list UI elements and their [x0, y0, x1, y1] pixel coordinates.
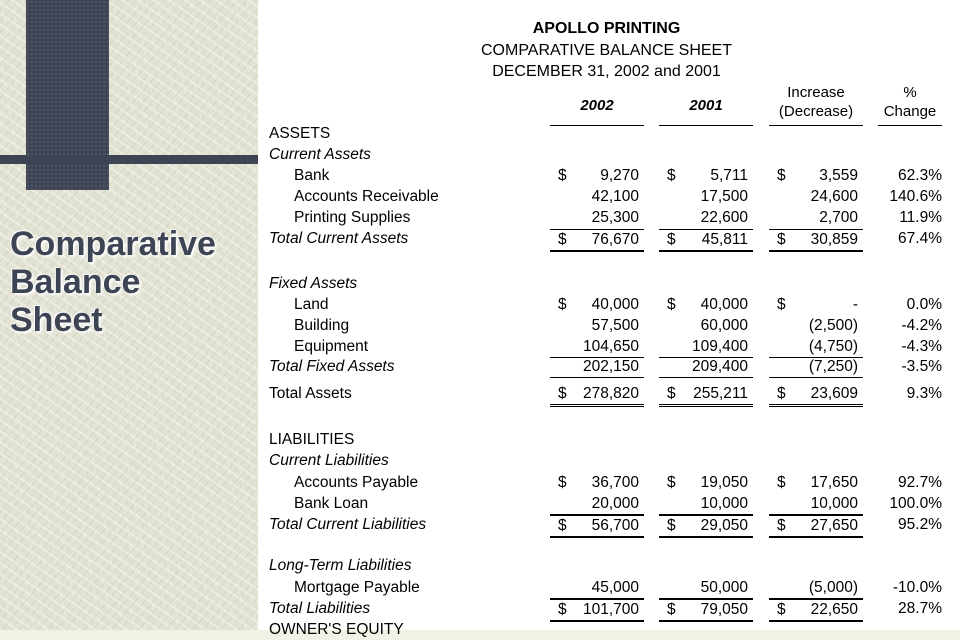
amount-2001-cell [659, 295, 753, 315]
column-header-2002: 2002 [550, 96, 644, 126]
currency-symbol: $ [667, 296, 676, 313]
table-row [258, 145, 960, 165]
table-row [258, 494, 960, 514]
amount-2001: 40,000 [700, 296, 748, 313]
table-row [258, 166, 960, 186]
amount-2002-cell [550, 515, 644, 538]
amount-2002: 9,270 [600, 167, 639, 184]
amount-increase-cell [769, 316, 863, 336]
amount-2001-cell [659, 473, 753, 493]
amount-2001-cell [659, 166, 753, 186]
amount-increase: 10,000 [810, 495, 858, 512]
amount-increase: 2,700 [819, 209, 858, 226]
currency-symbol: $ [777, 296, 786, 313]
row-label: Accounts Payable [294, 474, 419, 491]
amount-2002: 202,150 [582, 358, 639, 375]
percent-change: 67.4% [898, 230, 942, 247]
currency-symbol: $ [777, 231, 786, 248]
percent-change: 9.3% [906, 385, 942, 402]
amount-2001-cell [659, 515, 753, 538]
currency-symbol: $ [558, 385, 567, 402]
table-row [258, 357, 960, 377]
amount-2001: 29,050 [700, 517, 748, 534]
amount-increase: 3,559 [819, 167, 858, 184]
amount-2001-cell [659, 337, 753, 358]
amount-increase-cell [769, 337, 863, 358]
amount-increase-cell [769, 295, 863, 315]
table-row [258, 229, 960, 249]
amount-2002-cell [550, 357, 644, 378]
table-row [258, 316, 960, 336]
amount-increase: (4,750) [808, 338, 858, 355]
percent-change: 28.7% [898, 600, 942, 617]
amount-2002-cell [550, 494, 644, 515]
row-label: Building [294, 317, 350, 334]
table-row [258, 295, 960, 315]
amount-2001-cell [659, 357, 753, 378]
row-label: ASSETS [269, 125, 331, 142]
column-header-percent-change [878, 83, 942, 126]
currency-symbol: $ [777, 474, 786, 491]
percent-change: 92.7% [898, 474, 942, 491]
currency-symbol: $ [667, 385, 676, 402]
table-row [258, 515, 960, 535]
amount-increase: 30,859 [810, 231, 858, 248]
amount-2002-cell [550, 187, 644, 207]
amount-2001: 209,400 [691, 358, 748, 375]
amount-increase-cell [769, 494, 863, 515]
currency-symbol: $ [558, 167, 567, 184]
row-label: Total Assets [269, 385, 352, 402]
currency-symbol: $ [558, 231, 567, 248]
table-row [258, 556, 960, 576]
table-row [258, 620, 960, 640]
currency-symbol: $ [667, 231, 676, 248]
currency-symbol: $ [777, 517, 786, 534]
amount-2001-cell [659, 187, 753, 207]
currency-symbol: $ [558, 601, 567, 618]
amount-increase-cell [769, 166, 863, 186]
amount-increase-cell [769, 384, 863, 407]
percent-change: -10.0% [892, 579, 942, 596]
table-row [258, 578, 960, 598]
currency-symbol: $ [777, 167, 786, 184]
amount-2002: 57,500 [591, 317, 639, 334]
row-label: Land [294, 296, 329, 313]
amount-increase: 27,650 [810, 517, 858, 534]
amount-increase: 17,650 [810, 474, 858, 491]
amount-2002-cell [550, 295, 644, 315]
row-label: Bank [294, 167, 330, 184]
table-row [258, 124, 960, 144]
amount-2001: 19,050 [700, 474, 748, 491]
amount-2001: 45,811 [701, 231, 748, 248]
amount-2001: 50,000 [700, 579, 748, 596]
table-row [258, 187, 960, 207]
column-header-increase [769, 83, 863, 126]
currency-symbol: $ [558, 517, 567, 534]
table-row [258, 384, 960, 404]
column-header-increase-line1: Increase [787, 84, 845, 101]
column-header-increase-line2: (Decrease) [778, 103, 854, 120]
amount-increase: 22,650 [810, 601, 858, 618]
amount-2001: 10,000 [700, 495, 748, 512]
currency-symbol: $ [667, 517, 676, 534]
amount-2002-cell [550, 316, 644, 336]
row-label: Current Assets [269, 146, 371, 163]
amount-2002-cell [550, 229, 644, 252]
amount-2002-cell [550, 578, 644, 599]
amount-2002: 36,700 [591, 474, 639, 491]
slide-title-line-1: Comparative [10, 225, 216, 263]
percent-change: 0.0% [906, 296, 942, 313]
amount-2002-cell [550, 384, 644, 407]
amount-increase-cell [769, 515, 863, 538]
percent-change: 11.9% [899, 209, 942, 226]
amount-2002: 101,700 [582, 601, 639, 618]
amount-increase-cell [769, 229, 863, 252]
column-header-percent-line1: % [903, 84, 917, 101]
amount-2001-cell [659, 229, 753, 252]
amount-2001: 5,711 [710, 167, 748, 184]
row-label: LIABILITIES [269, 431, 355, 448]
amount-increase-cell [769, 187, 863, 207]
decorative-texture-panel [0, 0, 258, 630]
percent-change: -4.2% [901, 317, 942, 334]
percent-change: -3.5% [901, 358, 942, 375]
amount-increase: - [852, 296, 858, 313]
slide-title-line-3: Sheet [10, 301, 103, 339]
amount-2002: 20,000 [591, 495, 639, 512]
table-row [258, 430, 960, 450]
amount-2002-cell [550, 166, 644, 186]
row-label: OWNER'S EQUITY [269, 621, 404, 638]
company-name: APOLLO PRINTING [532, 20, 681, 37]
column-header-2001: 2001 [659, 96, 753, 126]
amount-2001-cell [659, 208, 753, 228]
amount-2002: 76,670 [591, 231, 639, 248]
amount-2002-cell [550, 473, 644, 493]
amount-2002: 25,300 [591, 209, 639, 226]
column-header-percent-line2: Change [883, 103, 937, 120]
table-row [258, 337, 960, 357]
table-row [258, 208, 960, 228]
amount-increase-cell [769, 578, 863, 599]
amount-increase: (2,500) [808, 317, 858, 334]
amount-increase: (7,250) [808, 358, 858, 375]
amount-2001-cell [659, 578, 753, 599]
decorative-horizontal-bar [0, 155, 258, 164]
currency-symbol: $ [558, 296, 567, 313]
row-label: Equipment [294, 338, 369, 355]
row-label: Current Liabilities [269, 452, 389, 469]
document-subtitle: COMPARATIVE BALANCE SHEET [480, 42, 732, 59]
row-label: Printing Supplies [294, 209, 411, 226]
amount-2001-cell [659, 494, 753, 515]
table-row [258, 451, 960, 471]
amount-2001: 60,000 [700, 317, 748, 334]
amount-2002: 104,650 [582, 338, 639, 355]
table-row [258, 473, 960, 493]
amount-increase-cell [769, 599, 863, 622]
amount-2002-cell [550, 208, 644, 228]
amount-increase-cell [769, 473, 863, 493]
percent-change: 100.0% [889, 495, 942, 512]
row-label: Total Current Liabilities [269, 516, 427, 533]
table-row [258, 274, 960, 294]
amount-increase: 24,600 [810, 188, 858, 205]
percent-change: 62.3% [898, 167, 942, 184]
amount-2002: 40,000 [591, 296, 639, 313]
slide-title-line-2: Balance [10, 263, 141, 301]
row-label: Bank Loan [294, 495, 369, 512]
currency-symbol: $ [777, 385, 786, 402]
row-label: Total Current Assets [269, 230, 409, 247]
document-date: DECEMBER 31, 2002 and 2001 [492, 63, 721, 80]
currency-symbol: $ [667, 167, 676, 184]
row-label: Total Liabilities [269, 600, 371, 617]
amount-2001: 109,400 [691, 338, 748, 355]
amount-2002: 56,700 [591, 517, 639, 534]
amount-2002-cell [550, 599, 644, 622]
amount-increase-cell [769, 208, 863, 228]
amount-increase-cell [769, 357, 863, 378]
amount-2001-cell [659, 384, 753, 407]
balance-sheet-document [258, 0, 960, 638]
amount-2002: 278,820 [582, 385, 639, 402]
slide-title [10, 225, 255, 339]
currency-symbol: $ [558, 474, 567, 491]
row-label: Mortgage Payable [294, 579, 420, 596]
row-label: Accounts Receivable [294, 188, 439, 205]
currency-symbol: $ [777, 601, 786, 618]
amount-2001: 22,600 [700, 209, 748, 226]
amount-2002: 45,000 [591, 579, 639, 596]
percent-change: -4.3% [901, 338, 942, 355]
percent-change: 140.6% [889, 188, 942, 205]
row-label: Fixed Assets [269, 275, 358, 292]
amount-2001-cell [659, 599, 753, 622]
amount-2001: 79,050 [700, 601, 748, 618]
currency-symbol: $ [667, 601, 676, 618]
row-label: Total Fixed Assets [269, 358, 395, 375]
table-row [258, 599, 960, 619]
amount-increase: (5,000) [808, 579, 858, 596]
amount-2002: 42,100 [591, 188, 639, 205]
percent-change: 95.2% [898, 516, 942, 533]
row-label: Long-Term Liabilities [269, 557, 412, 574]
amount-2002-cell [550, 337, 644, 358]
amount-increase: 23,609 [810, 385, 858, 402]
amount-2001: 255,211 [693, 385, 748, 402]
amount-2001: 17,500 [700, 188, 748, 205]
currency-symbol: $ [667, 474, 676, 491]
amount-2001-cell [659, 316, 753, 336]
